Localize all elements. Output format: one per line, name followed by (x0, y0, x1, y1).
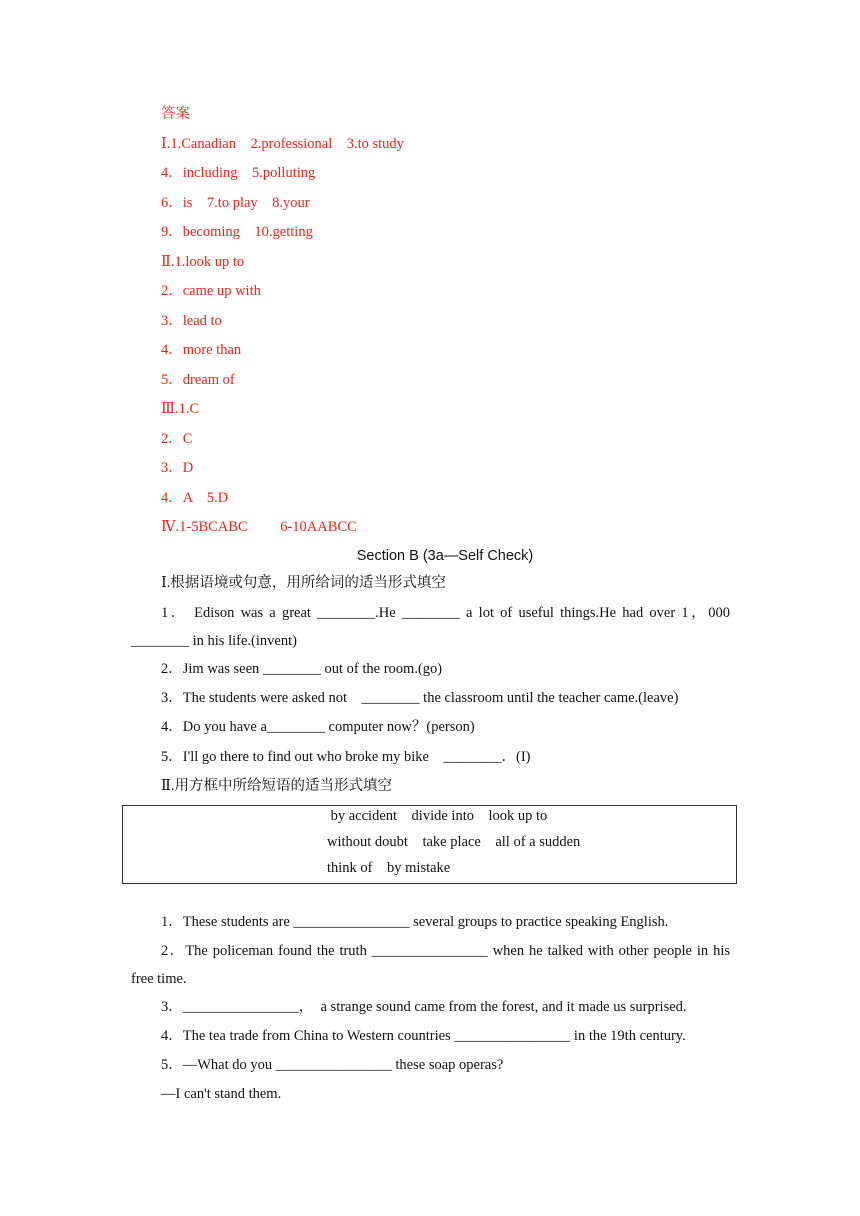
answer-line: Ⅳ.1-5BCABC 6-10AABCC (161, 519, 357, 535)
phrase-row: without doubt take place all of a sudden (327, 834, 581, 850)
answer-line: Ⅰ.1.Canadian 2.professional 3.to study (161, 136, 404, 152)
part1-question-1-cont: ________ in his life.(invent) (131, 633, 297, 649)
answer-line: Ⅲ.1.C (161, 401, 200, 417)
answer-line: 6．is 7.to play 8.your (161, 195, 310, 211)
answer-line: 2．C (161, 431, 193, 447)
answer-line: 4．more than (161, 342, 242, 358)
part2-heading: Ⅱ.用方框中所给短语的适当形式填空 (161, 778, 392, 794)
answer-line: 9．becoming 10.getting (161, 224, 313, 240)
answer-line: 3．D (161, 460, 194, 476)
part2-question-2: 2．The policeman found the truth ________________ when he talked with other people in his (161, 943, 730, 959)
part2-question-4: 4．The tea trade from China to Western countries ________________ in the 19th century. (161, 1028, 686, 1044)
part1-question-2: 2．Jim was seen ________ out of the room.(go) (161, 661, 443, 677)
part2-question-2-cont: free time. (131, 971, 187, 987)
answer-line: Ⅱ.1.look up to (161, 254, 245, 270)
phrase-row: by accident divide into look up to (327, 808, 548, 824)
answers-heading: 答案 (161, 106, 190, 122)
part2-question-5-answer: —I can't stand them. (161, 1086, 282, 1102)
answer-line: 4．A 5.D (161, 490, 229, 506)
part1-question-1: 1． Edison was a great ________.He ________ a lot of useful things.He had over 1，000 (161, 605, 730, 621)
phrase-row: think of by mistake (327, 860, 451, 876)
part2-question-5: 5．—What do you ________________ these soap operas? (161, 1057, 504, 1073)
part1-question-4: 4．Do you have a________ computer now？(person) (161, 719, 475, 735)
part2-question-3: 3．________________， a strange sound came from the forest, and it made us surprised. (161, 999, 687, 1015)
phrase-box (122, 805, 737, 884)
section-title: Section B (3a—Self Check) (356, 548, 534, 564)
part1-heading: Ⅰ.根据语境或句意，用所给词的适当形式填空 (161, 575, 446, 591)
answer-line: 5．dream of (161, 372, 235, 388)
part1-question-3: 3．The students were asked not ________ the classroom until the teacher came.(leave) (161, 690, 679, 706)
answer-line: 2．came up with (161, 283, 261, 299)
answer-line: 3．lead to (161, 313, 222, 329)
part1-question-5: 5．I'll go there to find out who broke my bike ________．(I) (161, 749, 531, 765)
part2-question-1: 1．These students are ________________ several groups to practice speaking English. (161, 914, 669, 930)
answer-line: 4．including 5.polluting (161, 165, 316, 181)
